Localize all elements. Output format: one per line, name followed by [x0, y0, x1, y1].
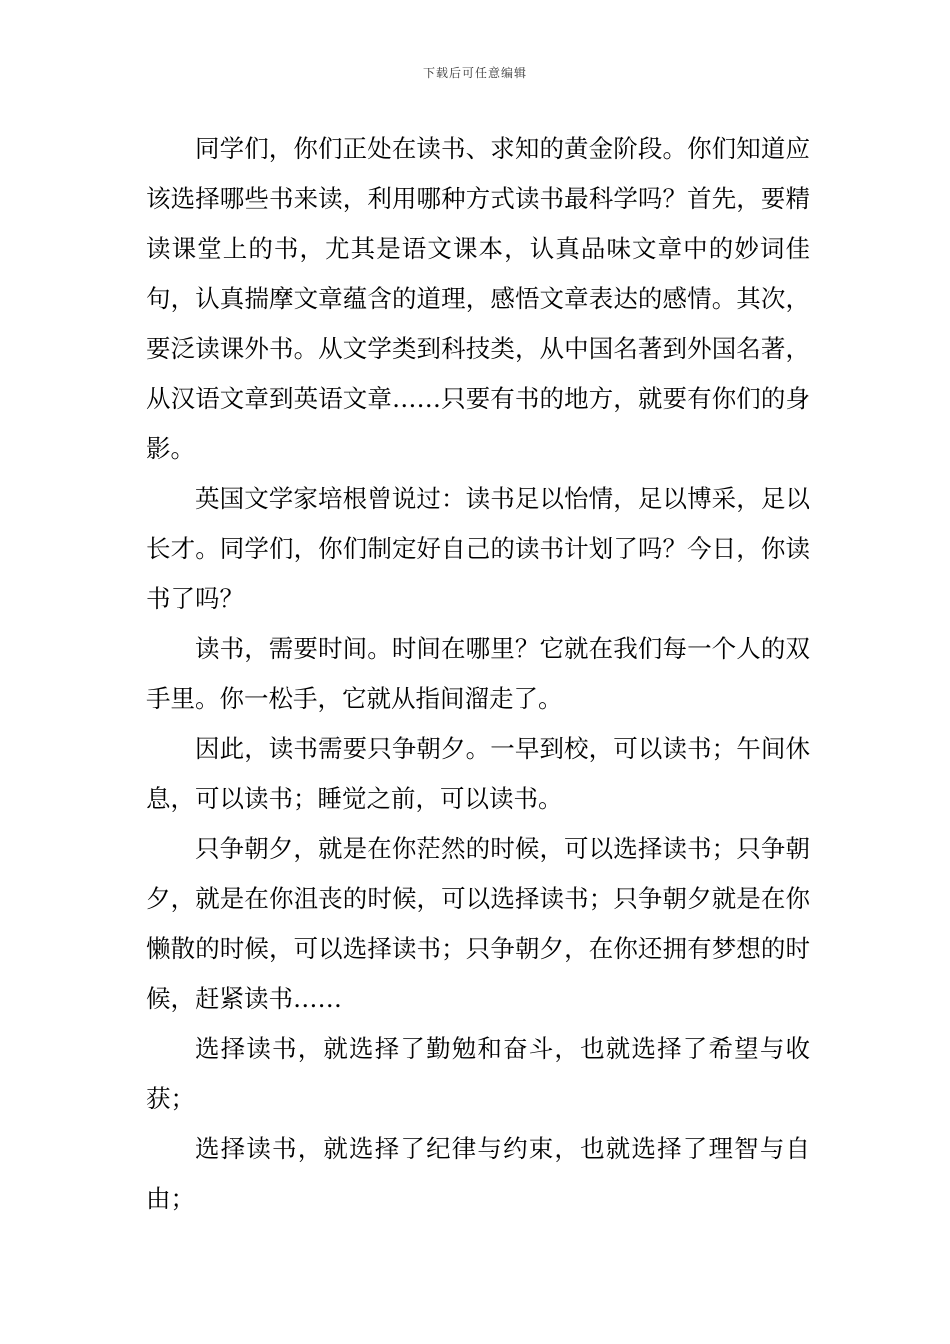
paragraph: 因此，读书需要只争朝夕。一早到校，可以读书；午间休息，可以读书；睡觉之前，可以读书。: [146, 734, 810, 813]
document-body: [146, 124, 810, 1224]
page-header: 下载后可任意编辑: [422, 66, 527, 80]
paragraph: 读书，需要时间。时间在哪里？它就在我们每一个人的双手里。你一松手，它就从指间溜走了。: [146, 634, 810, 713]
paragraph: 只争朝夕，就是在你茫然的时候，可以选择读书；只争朝夕，就是在你沮丧的时候，可以选择读书；只争朝夕就是在你懒散的时候，可以选择读书；只争朝夕，在你还拥有梦想的时候，赶紧读书……: [146, 834, 810, 1013]
paragraph: 英国文学家培根曾说过：读书足以怡情，足以博采，足以长才。同学们，你们制定好自己的读书计划了吗？今日，你读书了吗？: [146, 484, 810, 613]
paragraph: 选择读书，就选择了纪律与约束，也就选择了理智与自由；: [146, 1134, 810, 1213]
paragraph: 同学们，你们正处在读书、求知的黄金阶段。你们知道应该选择哪些书来读，利用哪种方式读书最科学吗？首先，要精读课堂上的书，尤其是语文课本，认真品味文章中的妙词佳句，认真揣摩文章蕴含的道理，感悟文章表达的感情。其次，要泛读课外书。从文学类到科技类，从中国名著到外国名著，从汉语文章到英语文章……只要有书的地方，就要有你们的身影。: [146, 134, 810, 463]
paragraph: 选择读书，就选择了勤勉和奋斗，也就选择了希望与收获；: [146, 1034, 810, 1113]
